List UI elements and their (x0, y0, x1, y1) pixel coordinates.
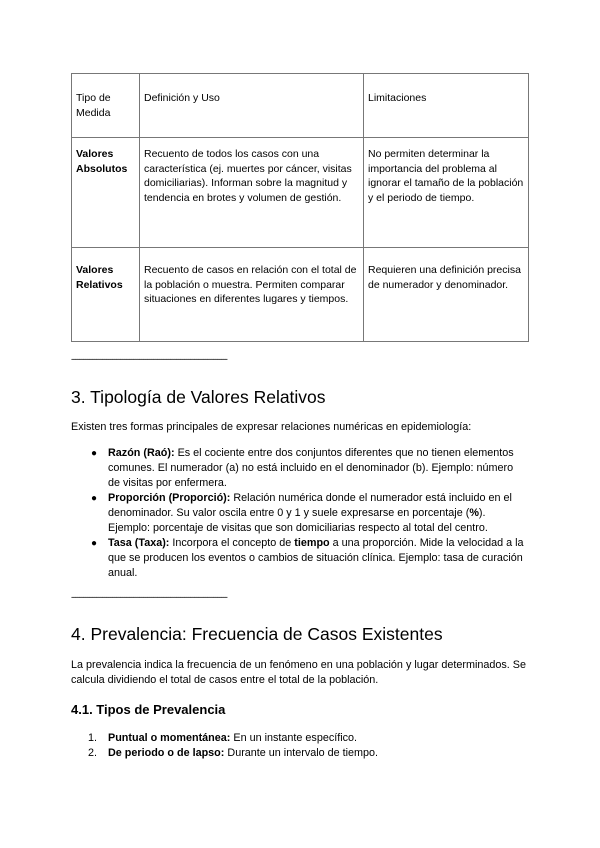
separator-line: -------------------------------------------------------------------------------- (71, 354, 227, 364)
table-header-row (72, 74, 529, 138)
list-item (91, 491, 528, 536)
type-term: De periodo o de lapso: (108, 747, 225, 759)
measures-table (71, 73, 529, 342)
bullet-icon: ● (91, 493, 98, 504)
row-type-cell: Valores Relativos (72, 248, 140, 342)
header-cell-type: Tipo de Medida (72, 74, 140, 138)
section-4-subtitle: 4.1. Tipos de Prevalencia (71, 702, 226, 717)
bullet-bold-text: tiempo (294, 537, 330, 549)
bullet-text: Relación numérica donde el numerador está incluido en el denominador. Su valor oscila entre 0 y 1 y suele expresarse en porcentaje ( (108, 492, 512, 519)
type-term: Puntual o momentánea: (108, 732, 231, 744)
header-cell-definition: Definición y Uso (140, 74, 364, 138)
list-number: 2. (88, 747, 98, 759)
row-definition-cell: Recuento de todos los casos con una característica (ej. muertes por cáncer, visitas domiciliarias). Informan sobre la magnitud y tendencia en brotes y volumen de gestión. (140, 138, 364, 248)
row-type-cell: Valores Absolutos (72, 138, 140, 248)
list-item (88, 731, 528, 746)
row-limitations-cell: Requieren una definición precisa de numerador y denominador. (364, 248, 529, 342)
separator-line: -------------------------------------------------------------------------------- (71, 592, 227, 602)
section-4-intro: La prevalencia indica la frecuencia de un fenómeno en una población y lugar determinados. Se calcula dividiendo el total de casos entre el total de la población. (71, 659, 526, 686)
list-item (88, 746, 528, 761)
table-row (72, 248, 529, 342)
bullet-icon: ● (91, 448, 98, 459)
section-4-title: 4. Prevalencia: Frecuencia de Casos Existentes (71, 624, 443, 644)
bullet-term: Tasa (Taxa): (108, 537, 170, 549)
section-3-title: 3. Tipología de Valores Relativos (71, 387, 326, 407)
bullet-icon: ● (91, 538, 98, 549)
section-3-intro: Existen tres formas principales de expresar relaciones numéricas en epidemiología: (71, 421, 472, 433)
relative-values-list (91, 446, 528, 581)
list-item (91, 536, 528, 581)
row-definition-cell: Recuento de casos en relación con el total de la población o muestra. Permiten comparar situaciones en diferentes lugares y tiempos. (140, 248, 364, 342)
table-row (72, 138, 529, 248)
bullet-text-end: ). Ejemplo: porcentaje de visitas que son domiciliarias respecto al total del centro. (108, 507, 488, 534)
bullet-bold-text: % (469, 507, 479, 519)
bullet-term: Razón (Raó): (108, 447, 175, 459)
bullet-term: Proporción (Proporció): (108, 492, 231, 504)
type-text: Durante un intervalo de tiempo. (224, 747, 379, 759)
row-limitations-cell: No permiten determinar la importancia del problema al ignorar el tamaño de la población y el periodo de tiempo. (364, 138, 529, 248)
bullet-text: Es el cociente entre dos conjuntos diferentes que no tienen elementos comunes. El numerador (a) no está incluido en el denominador (b). Ejemplo: número de visitas por enfermera. (108, 447, 514, 489)
bullet-text: Incorpora el concepto de (169, 537, 295, 549)
type-text: En un instante específico. (230, 732, 358, 744)
bullet-text-end: a una proporción. Mide la velocidad a la que se producen los eventos o cambios de situación clínica. Ejemplo: tasa de curación anual. (108, 537, 524, 579)
list-item (91, 446, 528, 491)
list-number: 1. (88, 732, 98, 744)
prevalence-types-list (88, 731, 528, 761)
header-cell-limitations: Limitaciones (364, 74, 529, 138)
